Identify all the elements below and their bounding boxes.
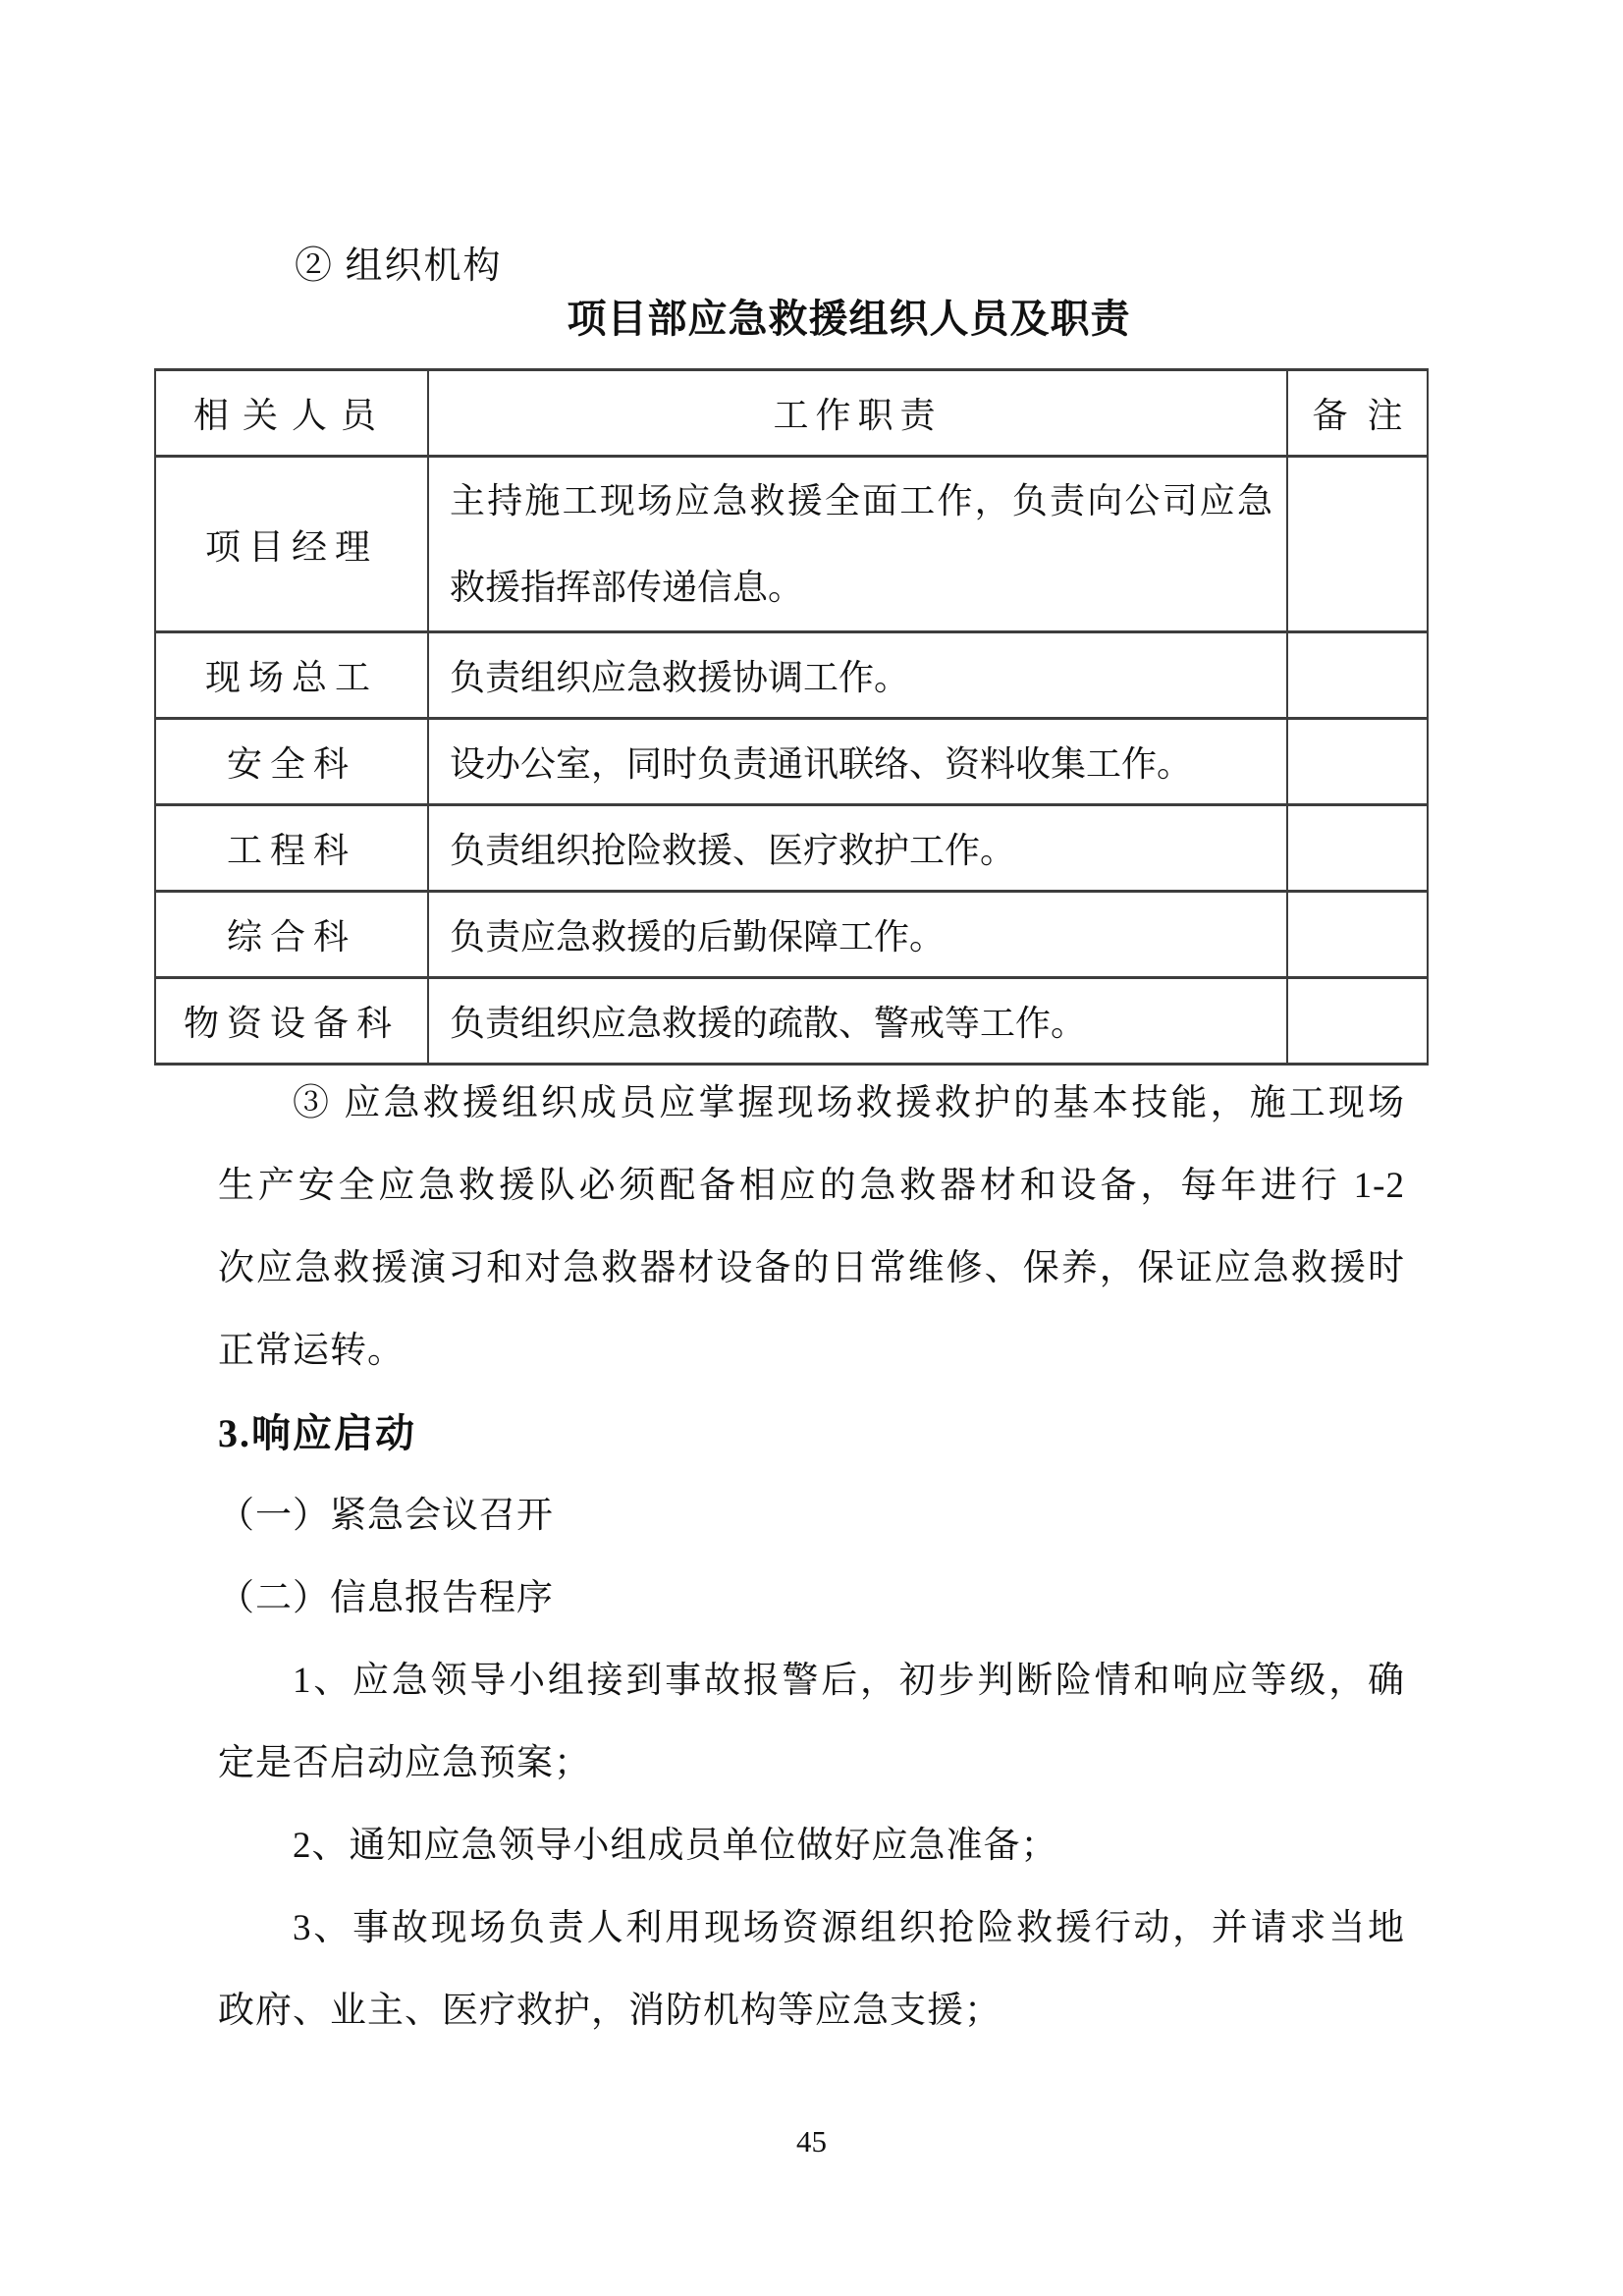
column-header-person: 相关人员 bbox=[155, 370, 428, 457]
section-heading-org: ② 组织机构 bbox=[295, 246, 503, 287]
list-item-line: 1、应急领导小组接到事故报警后，初步判断险情和响应等级，确 bbox=[293, 1661, 1405, 1701]
table-body bbox=[155, 370, 1428, 1065]
person-cell: 物资设备科 bbox=[155, 978, 428, 1065]
table-header-row bbox=[155, 370, 1428, 457]
note-cell bbox=[1287, 805, 1428, 892]
duty-cell: 负责组织应急救援的疏散、警戒等工作。 bbox=[428, 978, 1287, 1065]
table-row bbox=[155, 978, 1428, 1065]
paragraph-line: ③ 应急救援组织成员应掌握现场救援救护的基本技能，施工现场 bbox=[293, 1083, 1405, 1123]
person-cell: 综合科 bbox=[155, 892, 428, 978]
note-cell bbox=[1287, 632, 1428, 719]
page-number: 45 bbox=[796, 2124, 827, 2159]
note-cell bbox=[1287, 457, 1428, 632]
table-title: 项目部应急救援组织人员及职责 bbox=[567, 297, 1131, 341]
person-cell: 项目经理 bbox=[155, 457, 428, 632]
paragraph-line: 次应急救援演习和对急救器材设备的日常维修、保养，保证应急救援时 bbox=[218, 1248, 1405, 1288]
subsection-heading-meeting: （一）紧急会议召开 bbox=[218, 1496, 554, 1536]
column-header-duty: 工作职责 bbox=[428, 370, 1287, 457]
list-item-line: 3、事故现场负责人利用现场资源组织抢险救援行动，并请求当地 bbox=[293, 1908, 1405, 1948]
list-item-line: 定是否启动应急预案； bbox=[218, 1743, 591, 1783]
table-row bbox=[155, 457, 1428, 632]
duty-cell: 负责应急救援的后勤保障工作。 bbox=[428, 892, 1287, 978]
duty-cell: 设办公室，同时负责通讯联络、资料收集工作。 bbox=[428, 719, 1287, 805]
section-heading-response: 3.响应启动 bbox=[218, 1411, 416, 1455]
note-cell bbox=[1287, 892, 1428, 978]
note-cell bbox=[1287, 978, 1428, 1065]
subsection-heading-report: （二）信息报告程序 bbox=[218, 1578, 554, 1618]
person-cell: 安全科 bbox=[155, 719, 428, 805]
paragraph-line: 生产安全应急救援队必须配备相应的急救器材和设备，每年进行 1-2 bbox=[218, 1166, 1405, 1206]
duty-line: 主持施工现场应急救援全面工作，负责向公司应急 bbox=[450, 481, 1272, 520]
person-cell: 现场总工 bbox=[155, 632, 428, 719]
note-cell bbox=[1287, 719, 1428, 805]
table-row bbox=[155, 805, 1428, 892]
table-row bbox=[155, 632, 1428, 719]
duty-cell bbox=[428, 457, 1287, 632]
duty-cell: 负责组织抢险救援、医疗救护工作。 bbox=[428, 805, 1287, 892]
body-text bbox=[218, 1063, 1405, 2052]
paragraph-line: 正常运转。 bbox=[218, 1331, 405, 1371]
list-item-line: 2、通知应急领导小组成员单位做好应急准备； bbox=[293, 1826, 1058, 1866]
table-row bbox=[155, 719, 1428, 805]
table-row bbox=[155, 892, 1428, 978]
responsibility-table bbox=[154, 368, 1429, 1066]
list-item-line: 政府、业主、医疗救护，消防机构等应急支援； bbox=[218, 1991, 1001, 2031]
person-cell: 工程科 bbox=[155, 805, 428, 892]
duty-cell: 负责组织应急救援协调工作。 bbox=[428, 632, 1287, 719]
column-header-note: 备注 bbox=[1287, 370, 1428, 457]
duty-line: 救援指挥部传递信息。 bbox=[450, 568, 804, 607]
